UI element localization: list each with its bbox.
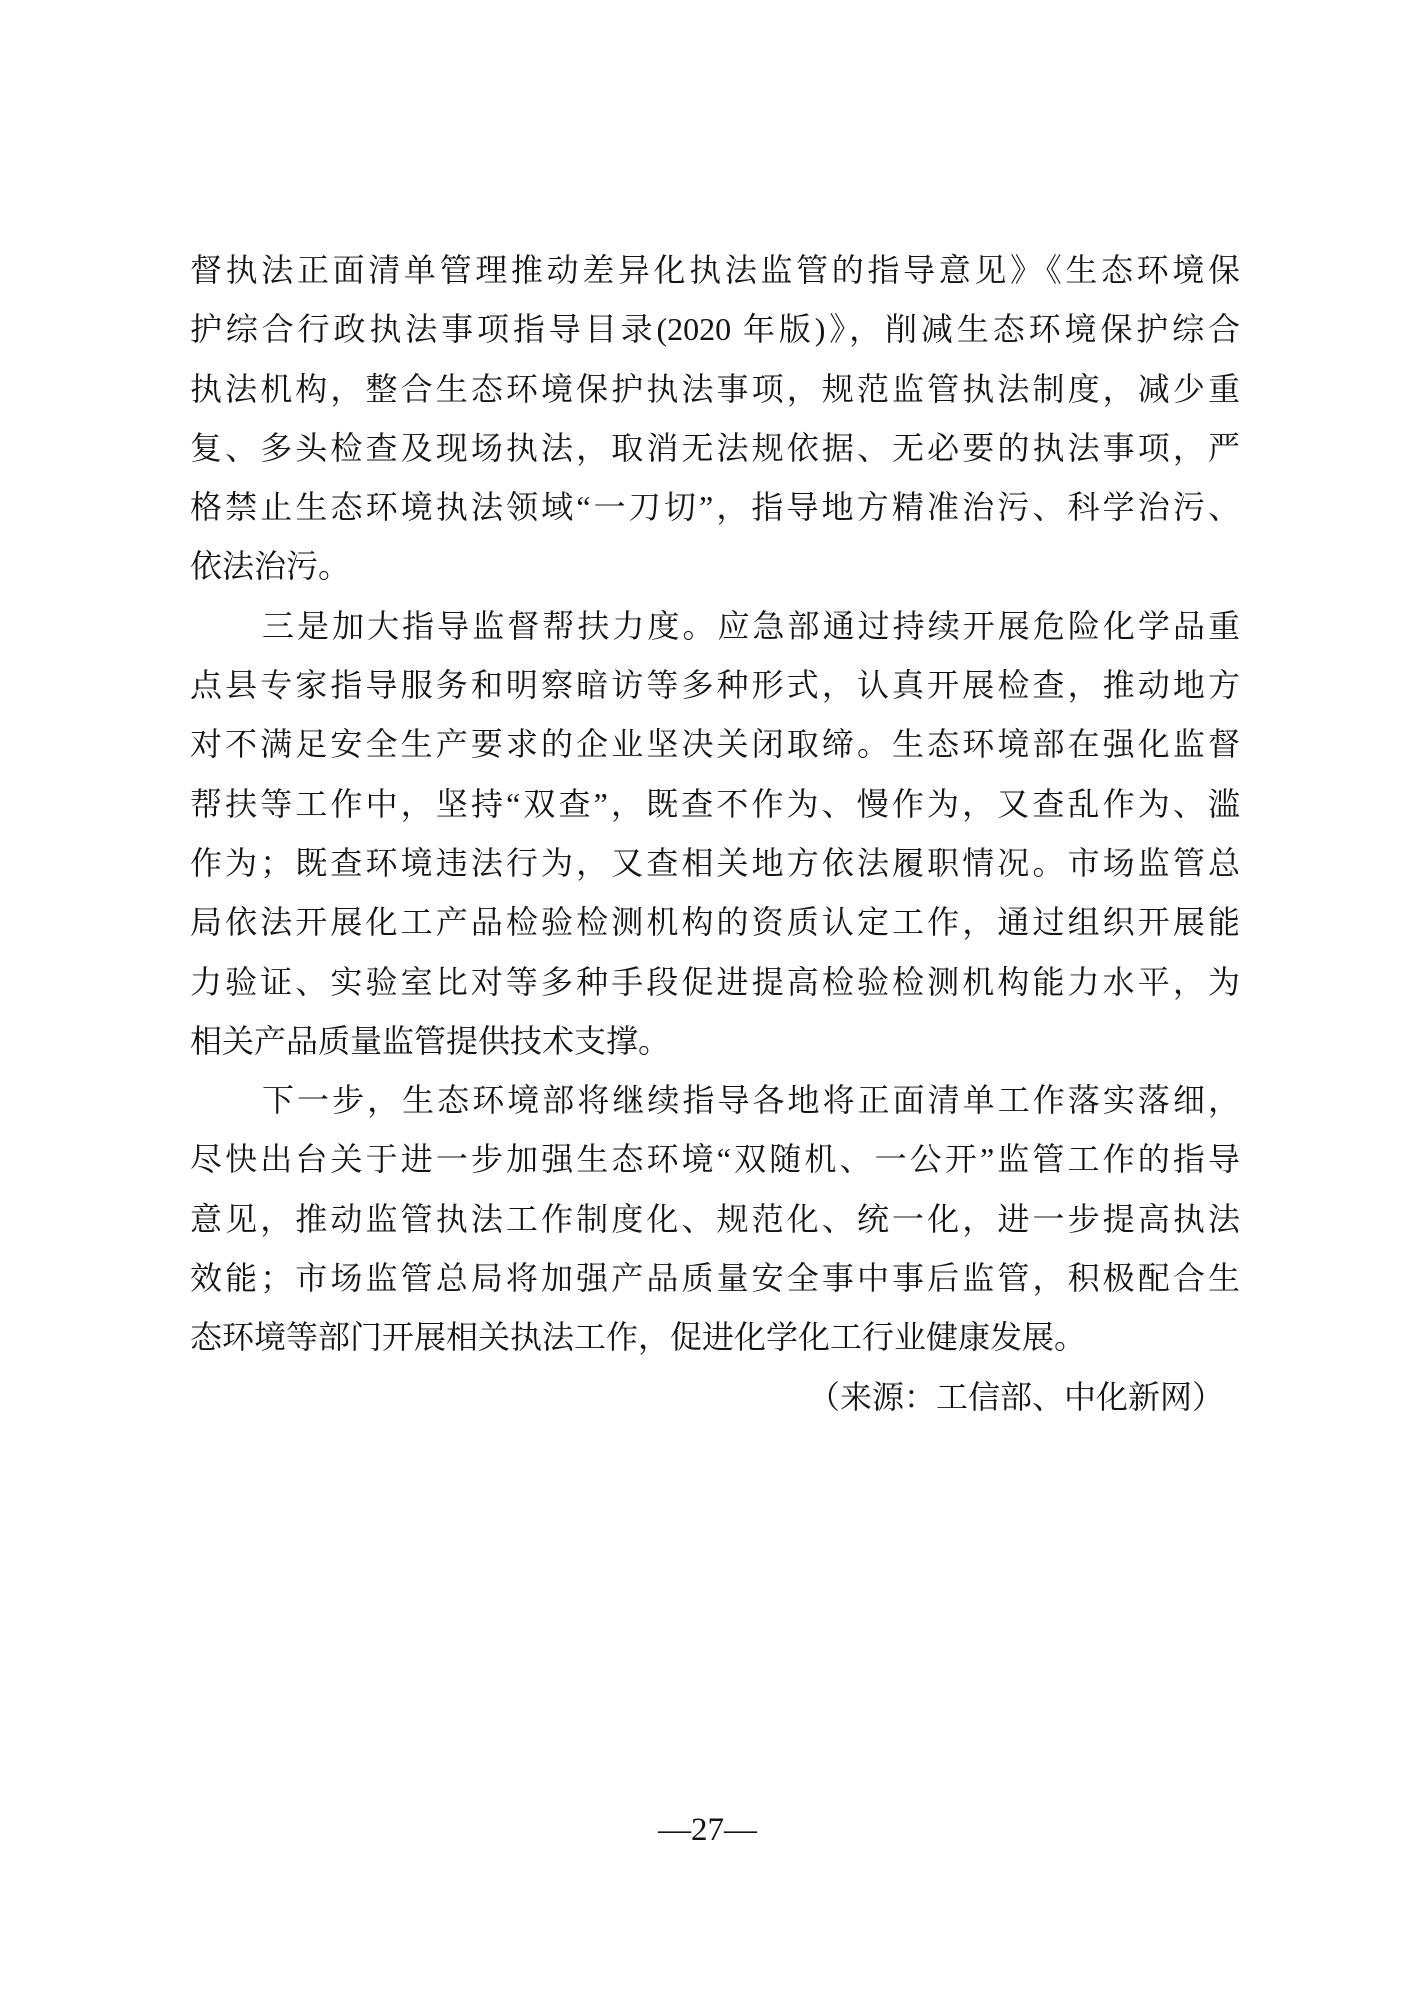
text-line: 督执法正面清单管理推动差异化执法监管的指导意见》《生态环境保: [190, 252, 1240, 288]
text-line: 力验证、实验室比对等多种手段促进提高检验检测机构能力水平，为: [190, 963, 1240, 1000]
text-line: 对不满足安全生产要求的企业坚决关闭取缔。生态环境部在强化监督: [190, 726, 1240, 763]
text-line: 下一步，生态环境部将继续指导各地将正面清单工作落实落细，: [262, 1082, 1240, 1119]
text-line: 相关产品质量监管提供技术支撑。: [190, 1022, 671, 1059]
text-line: 护综合行政执法事项指导目录(2020 年版)》，削减生态环境保护综合: [190, 311, 1240, 348]
text-line: 依法治污。: [190, 548, 351, 585]
text-line: 格禁止生态环境执法领域“一刀切”，指导地方精准治污、科学治污、: [190, 489, 1240, 526]
text-line: （来源：工信部、中化新网）: [807, 1378, 1224, 1415]
text-line: 效能；市场监管总局将加强产品质量安全事中事后监管，积极配合生: [190, 1260, 1240, 1297]
text-line: 点县专家指导服务和明察暗访等多种形式，认真开展检查，推动地方: [190, 667, 1240, 704]
text-line: 帮扶等工作中，坚持“双查”，既查不作为、慢作为，又查乱作为、滥: [190, 785, 1240, 822]
page-number: —27—: [658, 1812, 757, 1848]
text-line: 态环境等部门开展相关执法工作，促进化学化工行业健康发展。: [190, 1319, 1087, 1356]
text-line: 复、多头检查及现场执法，取消无法规依据、无必要的执法事项，严: [190, 429, 1240, 466]
text-line: 执法机构，整合生态环境保护执法事项，规范监管执法制度，减少重: [190, 370, 1240, 407]
text-block: [190, 241, 1240, 1427]
text-line: 局依法开展化工产品检验检测机构的资质认定工作，通过组织开展能: [190, 904, 1240, 941]
text-line: 意见，推动监管执法工作制度化、规范化、统一化，进一步提高执法: [190, 1200, 1240, 1237]
text-line: 尽快出台关于进一步加强生态环境“双随机、一公开”监管工作的指导: [190, 1141, 1240, 1178]
text-line: 作为；既查环境违法行为，又查相关地方依法履职情况。市场监管总: [190, 844, 1240, 881]
text-line: 三是加大指导监督帮扶力度。应急部通过持续开展危险化学品重: [262, 607, 1240, 644]
